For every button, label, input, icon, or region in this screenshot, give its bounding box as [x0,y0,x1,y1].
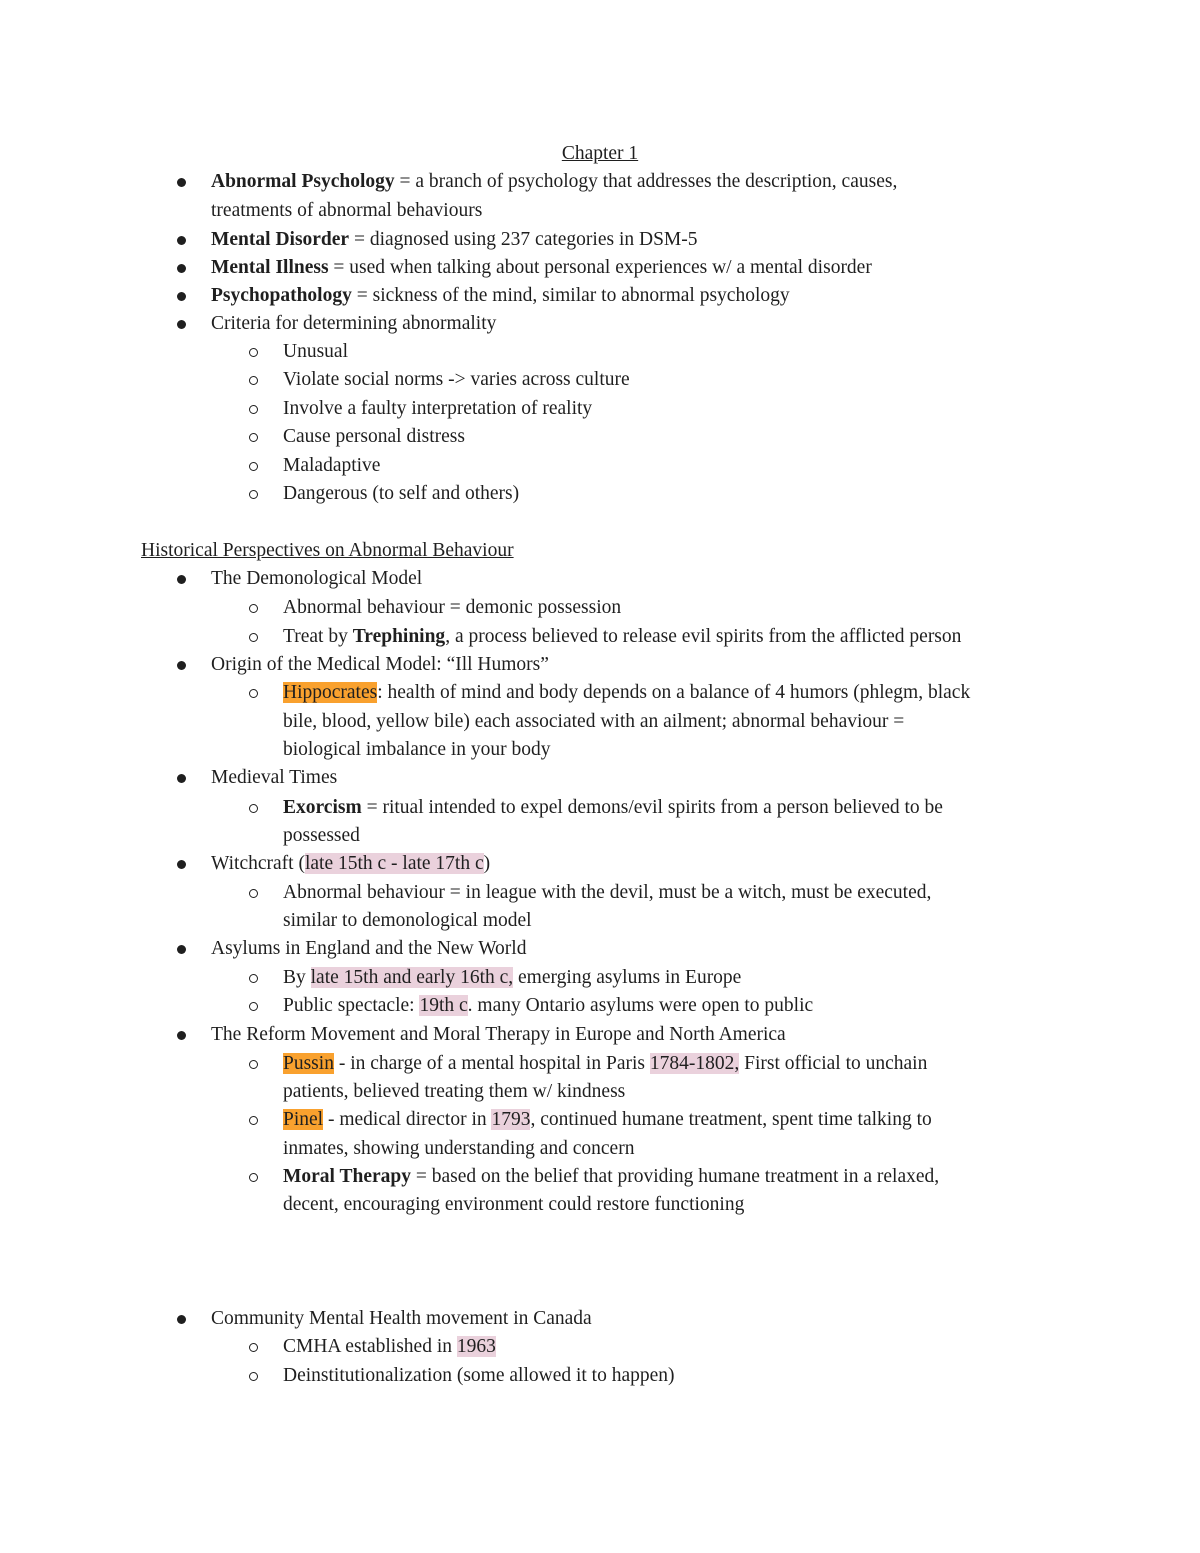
def-psychopathology: Psychopathology = sickness of the mind, similar to abnormal psychology [211,285,790,306]
term: Mental Disorder [211,229,350,250]
highlight-name: Pussin [283,1053,334,1074]
bullet-icon [177,945,186,954]
pinel-item: Pinel - medical director in 1793, continued humane treatment, spent time talking to [283,1109,932,1130]
circle-bullet-icon [249,1060,258,1069]
highlight-date: 19th c [419,995,468,1016]
pussin-item: Pussin - in charge of a mental hospital in Paris 1784-1802, First official to unchain [283,1053,928,1074]
demon-item: Abnormal behaviour = demonic possession [283,597,622,618]
circle-bullet-icon [249,1343,258,1352]
demon-item: Treat by Trephining, a process believed to release evil spirits from the afflicted person [283,626,962,647]
circle-bullet-icon [249,889,258,898]
term: Psychopathology [211,285,352,306]
circle-bullet-icon [249,376,258,385]
bullet-icon [177,1315,186,1324]
criteria-heading: Criteria for determining abnormality [211,313,497,334]
highlight-date: 1784-1802, [649,1053,740,1074]
circle-bullet-icon [249,804,258,813]
highlight-date: late 15th c - late 17th c [304,853,484,874]
cmha-item: CMHA established in 1963 [283,1336,496,1357]
demonological-model: The Demonological Model [211,568,423,589]
circle-bullet-icon [249,433,258,442]
bullet-icon [177,236,186,245]
moral-therapy-item: Moral Therapy = based on the belief that providing humane treatment in a relaxed, [283,1166,940,1187]
term: Abnormal Psychology [211,171,395,192]
bullet-icon [177,1031,186,1040]
bullet-icon [177,774,186,783]
hippocrates-cont: biological imbalance in your body [283,739,551,760]
highlight-name: Hippocrates [283,682,378,703]
def-mental-disorder: Mental Disorder = diagnosed using 237 categories in DSM-5 [211,229,698,250]
circle-bullet-icon [249,1116,258,1125]
asylums: Asylums in England and the New World [211,938,527,959]
criteria-item: Dangerous (to self and others) [283,483,520,504]
bullet-icon [177,178,186,187]
circle-bullet-icon [249,490,258,499]
section-heading: Historical Perspectives on Abnormal Behaviour [141,540,514,561]
criteria-item: Maladaptive [283,455,381,476]
term: Mental Illness [211,257,329,278]
exorcism-cont: possessed [283,825,360,846]
moral-therapy-cont: decent, encouraging environment could restore functioning [283,1194,745,1215]
bullet-icon [177,320,186,329]
term: Trephining [352,626,446,647]
pinel-cont: inmates, showing understanding and concern [283,1138,635,1159]
bullet-icon [177,292,186,301]
circle-bullet-icon [249,633,258,642]
witch-cont: similar to demonological model [283,910,532,931]
highlight-date: late 15th and early 16th c, [310,967,514,988]
deinstitutionalization-item: Deinstitutionalization (some allowed it to happen) [283,1365,675,1386]
def-mental-illness: Mental Illness = used when talking about personal experiences w/ a mental disorder [211,257,872,278]
criteria-item: Involve a faulty interpretation of reality [283,398,593,419]
medical-model: Origin of the Medical Model: “Ill Humors” [211,654,549,675]
asylum-item: By late 15th and early 16th c, emerging asylums in Europe [283,967,742,988]
circle-bullet-icon [249,604,258,613]
hippocrates-item: Hippocrates: health of mind and body depends on a balance of 4 humors (phlegm, black [283,682,971,703]
witch-item: Abnormal behaviour = in league with the devil, must be a witch, must be executed, [283,882,932,903]
criteria-item: Unusual [283,341,348,362]
community-mental-health: Community Mental Health movement in Canada [211,1308,592,1329]
circle-bullet-icon [249,1372,258,1381]
def-abnormal-psychology-cont: treatments of abnormal behaviours [211,200,483,221]
def-abnormal-psychology: Abnormal Psychology = a branch of psychology that addresses the description, causes, [211,171,898,192]
circle-bullet-icon [249,462,258,471]
term: Exorcism [283,797,362,818]
circle-bullet-icon [249,689,258,698]
bullet-icon [177,860,186,869]
bullet-icon [177,575,186,584]
term: Moral Therapy [283,1166,412,1187]
circle-bullet-icon [249,1173,258,1182]
circle-bullet-icon [249,974,258,983]
circle-bullet-icon [249,1002,258,1011]
reform-movement: The Reform Movement and Moral Therapy in Europe and North America [211,1024,786,1045]
medieval-times: Medieval Times [211,767,338,788]
asylum-item: Public spectacle: 19th c. many Ontario asylums were open to public [283,995,814,1016]
circle-bullet-icon [249,348,258,357]
criteria-item: Violate social norms -> varies across culture [283,369,630,390]
highlight-date: 1963 [456,1336,496,1357]
exorcism-item: Exorcism = ritual intended to expel demons/evil spirits from a person believed to be [283,797,943,818]
bullet-icon [177,661,186,670]
bullet-icon [177,264,186,273]
highlight-name: Pinel [283,1109,324,1130]
witchcraft: Witchcraft (late 15th c - late 17th c) [211,853,491,874]
circle-bullet-icon [249,405,258,414]
hippocrates-cont: bile, blood, yellow bile) each associated with an ailment; abnormal behaviour = [283,711,905,732]
criteria-item: Cause personal distress [283,426,465,447]
page-title: Chapter 1 [561,143,639,164]
pussin-cont: patients, believed treating them w/ kindness [283,1081,626,1102]
highlight-date: 1793 [491,1109,531,1130]
